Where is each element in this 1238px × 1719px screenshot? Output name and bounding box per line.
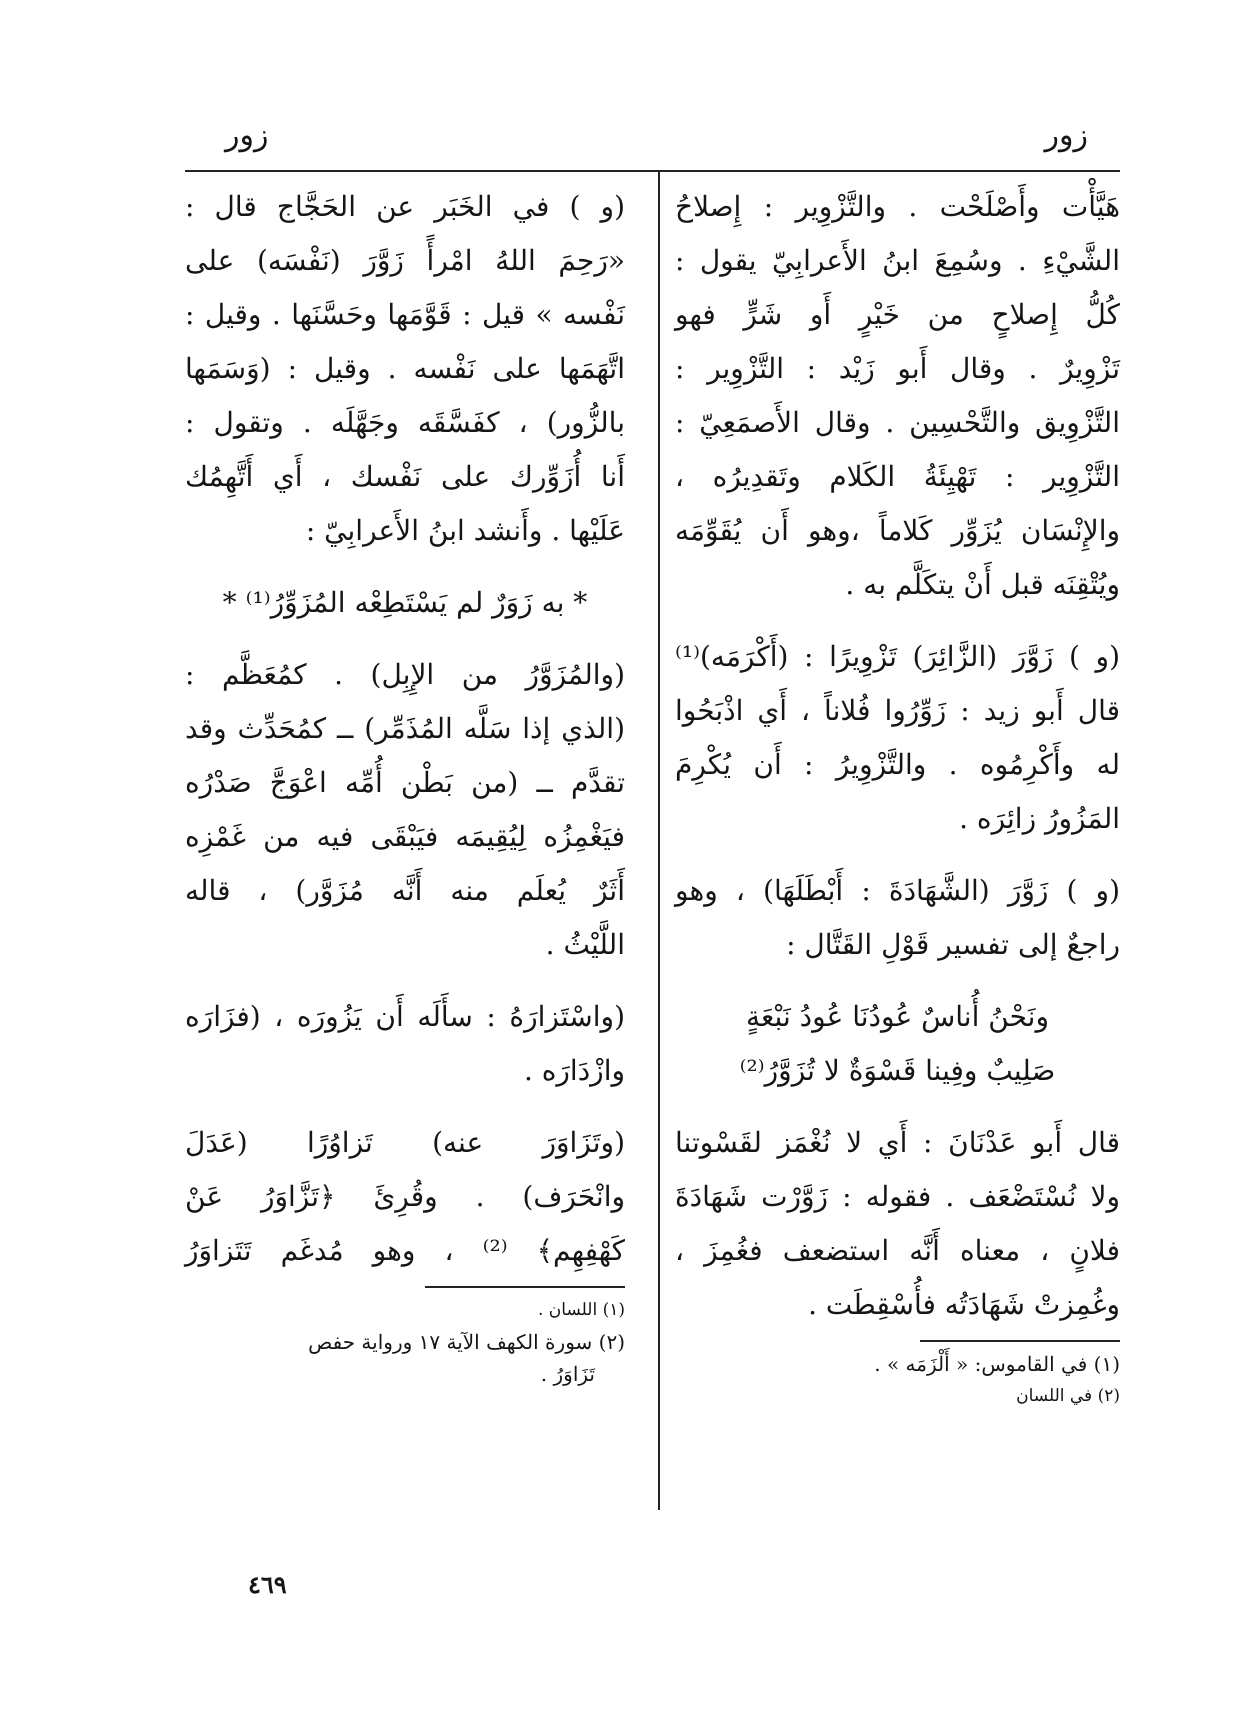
text-line: (و ) زَوَّرَ (الزَّائِرَ) تَزْوِيرًا : (أَكْرَمَه)⁽¹⁾ xyxy=(675,640,1120,673)
text-line: قال أَبو عَدْنَانَ : أَي لا نُغْمَز لقَسْوتنا xyxy=(675,1126,1120,1159)
paragraph xyxy=(675,630,1120,846)
footnote-rule xyxy=(920,1340,1120,1342)
paragraph xyxy=(185,1116,625,1278)
poetry-verse xyxy=(675,990,1120,1098)
footnote: (٢) في اللسان xyxy=(1016,1386,1120,1406)
text-line: (وتَزَاوَرَ عنه) تَزاوُرًا (عَدَلَ xyxy=(185,1126,625,1159)
text-line: أَثَرٌ يُعلَم منه أَنَّه مُزَوَّر) ، قاله xyxy=(185,874,625,907)
paragraph xyxy=(185,180,625,558)
verse-line: ونَحْنُ أُناسٌ عُودُنَا عُودُ نَبْعَةٍ xyxy=(746,1000,1049,1033)
text-line: (والمُزَوَّرُ من الإِبِل) . كمُعَظَّم : xyxy=(185,658,625,691)
text-line: وازْدَارَه . xyxy=(523,1054,625,1087)
header-root-word-left: زور xyxy=(225,118,269,153)
right-column xyxy=(675,180,1120,1500)
text-line: وغُمِزتْ شَهَادَتُه فأُسْقِطَت . xyxy=(808,1288,1120,1321)
footnotes xyxy=(675,1348,1120,1412)
text-line: عَلَيْها . وأَنشد ابنُ الأَعرابِيّ : xyxy=(305,514,625,547)
text-line: كُلُّ إِصلاحٍ من خَيْرٍ أَو شَرٍّ فهو xyxy=(675,298,1120,331)
footnote: (١) اللسان . xyxy=(538,1300,625,1320)
footnote: تَزَاوَرُ . xyxy=(540,1362,595,1386)
text-line: «رَحِمَ اللهُ امْرأً زَوَّرَ (نَفْسَه) على xyxy=(185,244,625,277)
footnote: (٢) سورة الكهف الآية ١٧ ورواية حفص xyxy=(308,1330,625,1354)
text-line: وانْحَرَف) . وقُرِئَ ﴿تَزَّاوَرُ عَنْ xyxy=(185,1180,625,1213)
text-line: بالزُّور) ، كفَسَّقَه وجَهَّلَه . وتقول : xyxy=(185,406,625,439)
footnote-rule xyxy=(425,1286,625,1288)
text-line: تقدَّم ــ (من بَطْن أُمِّه اعْوَجَّ صَدْرُه xyxy=(185,766,625,799)
text-line: هَيَّأْت وأَصْلَحْت . والتَّزْوِير : إِصلاحُ xyxy=(675,190,1120,223)
text-line: تَزْوِيرٌ . وقال أَبو زَيْد : التَّزْوِير : xyxy=(675,352,1120,385)
paragraph xyxy=(675,864,1120,972)
text-line: (و ) زَوَّرَ (الشَّهَادَةَ : أَبْطَلَهَا) ، وهو xyxy=(675,874,1120,907)
text-line: نَفْسه » قيل : قَوَّمَها وحَسَّنَها . وقيل : xyxy=(185,298,625,331)
paragraph xyxy=(675,1116,1120,1332)
text-line: والإِنْسَان يُزَوِّر كَلاماً ،وهو أَن يُقَوِّمَه xyxy=(675,514,1120,547)
text-line: المَزُورُ زائِرَه . xyxy=(959,802,1120,835)
poetry-verse: * به زَوَرٌ لم يَسْتَطِعْه المُزَوِّرُ⁽¹⁾ * xyxy=(222,586,588,619)
text-line: اللَّيْثُ . xyxy=(545,928,625,961)
column-divider xyxy=(658,170,660,1510)
text-line: الشَّيْءِ . وسُمِعَ ابنُ الأَعرابِيّ يقول : xyxy=(675,244,1120,277)
text-line: فلانٍ ، معناه أَنَّه استضعف فغُمِزَ ، xyxy=(675,1234,1120,1267)
footnotes xyxy=(185,1294,625,1390)
text-line: التَّزْوِيق والتَّحْسِين . وقال الأَصمَعِيّ : xyxy=(675,406,1120,439)
text-line: (الذي إذا سَلَّه المُذَمِّر) ــ كمُحَدِّث وقد xyxy=(185,712,625,745)
text-line: له وأَكْرِمُوه . والتَّزْوِيرُ : أَن يُكْرِمَ xyxy=(675,748,1120,781)
text-line: (و ) في الخَبَر عن الحَجَّاج قال : xyxy=(185,190,625,223)
paragraph xyxy=(675,180,1120,612)
text-line: ويُتْقِنَه قبل أَنْ يتكَلَّم به . xyxy=(845,568,1120,601)
text-line: قال أَبو زيد : زَوِّرُوا فُلاناً ، أَي اذْبَحُوا xyxy=(675,694,1120,727)
text-line: ولا نُسْتَضْعَف . فقوله : زَوَّرْت شَهَادَةَ xyxy=(675,1180,1120,1213)
footnote: (١) في القاموس: « أَلْزَمَه » . xyxy=(874,1352,1120,1376)
header-root-word-right: زور xyxy=(1044,118,1088,153)
page-number: ٤٦٩ xyxy=(248,1570,287,1599)
text-line: اتَّهَمَها على نَفْسه . وقيل : (وَسَمَها xyxy=(185,352,625,385)
text-line: أَنا أُزَوِّرك على نَفْسك ، أَي أَتَّهِمُك xyxy=(185,460,625,493)
text-line: فيَغْمِزُه لِيُقِيمَه فيَبْقَى فيه من غَمْزِه xyxy=(185,820,625,853)
text-line: التَّزْوِير : تَهْيِئَةُ الكَلام وتَقدِيرُه ، xyxy=(675,460,1120,493)
header-rule xyxy=(185,170,1120,172)
text-line: كَهْفِهِم﴾ ⁽²⁾ ، وهو مُدغَم تَتَزاوَرُ xyxy=(185,1234,626,1267)
paragraph xyxy=(185,990,625,1098)
paragraph xyxy=(185,648,625,972)
text-line: راجعٌ إلى تفسير قَوْلِ القَتَّال : xyxy=(786,928,1120,961)
verse-line: صَلِيبٌ وفِينا قَسْوَةٌ لا تُزَوَّرُ⁽²⁾ xyxy=(739,1054,1056,1087)
left-column xyxy=(185,180,625,1500)
text-line: (واسْتَزارَهُ : سأَلَه أَن يَزُورَه ، (فزَارَه xyxy=(185,1000,625,1033)
